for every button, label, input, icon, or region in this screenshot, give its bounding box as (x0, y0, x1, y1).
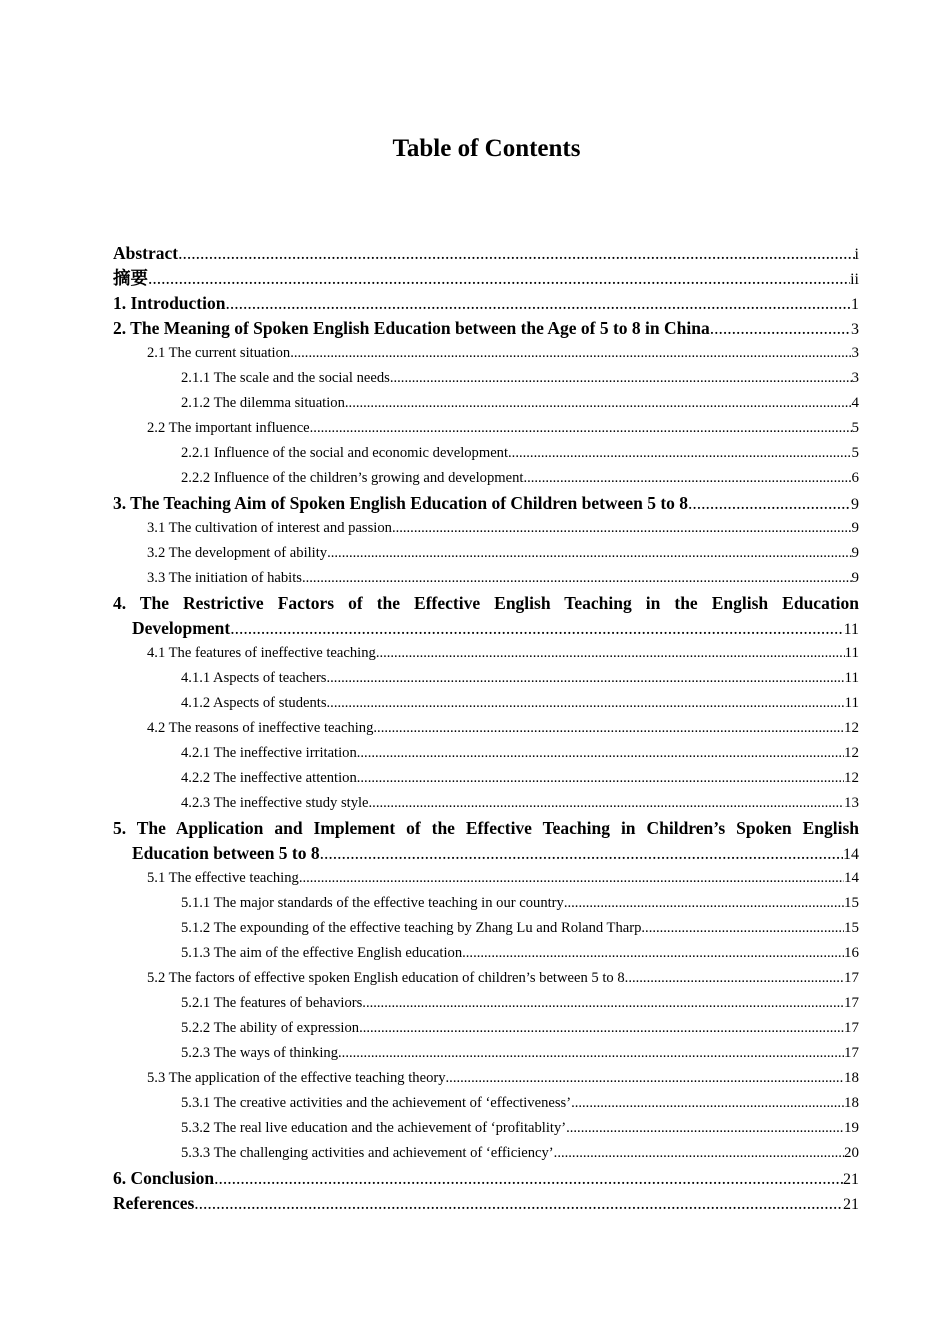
toc-page-number: 18 (844, 1095, 859, 1111)
dot-leader (345, 391, 852, 416)
toc-entry-5-3[interactable] (113, 1066, 859, 1091)
toc-entry-5-3-3[interactable] (113, 1141, 859, 1166)
toc-page-number: 6 (851, 470, 859, 486)
table-of-contents (113, 241, 859, 1216)
toc-entry-label: 4.1.1 Aspects of teachers (181, 670, 327, 686)
toc-entry-5-3-1[interactable] (113, 1091, 859, 1116)
dot-leader (554, 1141, 844, 1166)
toc-entry-label: 2.2.1 Influence of the social and economic development (181, 445, 509, 461)
dot-leader (571, 1091, 844, 1116)
toc-entry-chapter-4-line2[interactable] (113, 616, 859, 641)
dot-leader (446, 1066, 844, 1091)
toc-entry-label: 5.1.1 The major standards of the effective teaching in our country (181, 895, 564, 911)
toc-entry-2-2[interactable] (113, 416, 859, 441)
dot-leader (390, 366, 852, 391)
toc-entry-5-2[interactable] (113, 966, 859, 991)
toc-page-number: 21 (843, 1196, 859, 1213)
dot-leader (302, 566, 852, 591)
dot-leader (310, 416, 852, 441)
toc-entry-label: 3.1 The cultivation of interest and passion (147, 520, 392, 536)
toc-page-number: 3 (851, 321, 859, 338)
toc-page-number: 11 (844, 670, 859, 686)
toc-entry-label: 1. Introduction (113, 293, 226, 313)
toc-page-number: 1 (851, 296, 859, 313)
toc-entry-label: Abstract (113, 243, 179, 263)
toc-entry-label: 4.1.2 Aspects of students (181, 695, 327, 711)
toc-entry-references[interactable] (113, 1191, 859, 1216)
toc-page-number: 13 (844, 795, 859, 811)
toc-page-number: i (854, 246, 859, 263)
toc-page-number: 20 (844, 1145, 859, 1161)
toc-page-number: 3 (851, 345, 859, 361)
toc-entry-label: 5.2 The factors of effective spoken English education of children’s between 5 to 8. (147, 970, 629, 986)
toc-entry-label: References (113, 1193, 195, 1213)
toc-page-number: 9 (851, 520, 859, 536)
toc-entry-chapter-4-line1[interactable]: 4. The Restrictive Factors of the Effective English Teaching in the English Education (113, 593, 859, 613)
toc-entry-label: 5.3 The application of the effective teaching theory (147, 1070, 446, 1086)
toc-entry-label: 2.1 The current situation (147, 345, 291, 361)
toc-entry-5-2-2[interactable] (113, 1016, 859, 1041)
dot-leader (194, 1191, 843, 1216)
toc-entry-label: Education between 5 to 8 (132, 843, 320, 863)
toc-page-number: 17 (844, 995, 859, 1011)
toc-page-number: 12 (844, 720, 859, 736)
toc-page-number: 21 (843, 1171, 859, 1188)
dot-leader (710, 316, 851, 341)
dot-leader (376, 641, 845, 666)
toc-page-number: 9 (851, 570, 859, 586)
toc-entry-label: 5.2.2 The ability of expression (181, 1020, 360, 1036)
dot-leader (320, 841, 843, 866)
toc-entry-4-2-3[interactable] (113, 791, 859, 816)
toc-entry-label: 5.2.3 The ways of thinking (181, 1045, 339, 1061)
toc-page-number: 15 (844, 920, 859, 936)
toc-entry-label: 3. The Teaching Aim of Spoken English Education of Children between 5 to 8 (113, 493, 689, 513)
dot-leader (148, 266, 850, 291)
toc-entry-label: 5.3.1 The creative activities and the achievement of ‘effectiveness’ (181, 1095, 572, 1111)
toc-entry-label: 2.2.2 Influence of the children’s growing and development (181, 470, 524, 486)
toc-page-number: 17 (844, 1045, 859, 1061)
toc-entry-4-1-2[interactable] (113, 691, 859, 716)
page-title: Table of Contents (392, 135, 581, 162)
toc-entry-label: Development (132, 618, 231, 638)
toc-page-number: 12 (844, 770, 859, 786)
toc-entry-label: 4.2 The reasons of ineffective teaching (147, 720, 374, 736)
toc-entry-label: 5.2.1 The features of behaviors (181, 995, 363, 1011)
toc-page-number: 11 (844, 695, 859, 711)
toc-entry-label: 5.1.3 The aim of the effective English education (181, 945, 463, 961)
dot-leader (290, 341, 851, 366)
toc-entry-label: 5.1.2 The expounding of the effective teaching by Zhang Lu and Roland Tharp (181, 920, 642, 936)
dot-leader (327, 666, 845, 691)
dot-leader (641, 916, 844, 941)
dot-leader (359, 1016, 844, 1041)
toc-page-number: 11 (843, 621, 859, 638)
dot-leader (178, 241, 854, 266)
toc-page-number: 16 (844, 945, 859, 961)
dot-leader (566, 1116, 844, 1141)
dot-leader (362, 991, 844, 1016)
dot-leader (357, 766, 844, 791)
toc-page-number: 5 (851, 445, 859, 461)
toc-entry-label: 3.2 The development of ability (147, 545, 328, 561)
toc-entry-chinese-abstract[interactable] (113, 266, 859, 291)
toc-entry-5-1[interactable] (113, 866, 859, 891)
dot-leader (338, 1041, 844, 1066)
toc-entry-4-1[interactable] (113, 641, 859, 666)
toc-entry-2-1-1[interactable] (113, 366, 859, 391)
toc-entry-2-2-2[interactable] (113, 466, 859, 491)
toc-entry-label: 4.2.2 The ineffective attention (181, 770, 357, 786)
toc-entry-label: 2. The Meaning of Spoken English Education between the Age of 5 to 8 in China (113, 318, 710, 338)
toc-page-number: 19 (844, 1120, 859, 1136)
dot-leader (523, 466, 851, 491)
toc-entry-label: 摘要 (113, 268, 148, 288)
dot-leader (357, 741, 844, 766)
toc-entry-chapter-1[interactable] (113, 291, 859, 316)
toc-entry-chapter-5-line1[interactable]: 5. The Application and Implement of the Effective Teaching in Children’s Spoken English (113, 818, 859, 838)
dot-leader (564, 891, 844, 916)
toc-entry-chapter-5-line2[interactable] (113, 841, 859, 866)
toc-entry-4-1-1[interactable] (113, 666, 859, 691)
dot-leader (225, 291, 851, 316)
toc-entry-3-3[interactable] (113, 566, 859, 591)
toc-entry-label: 5.3.3 The challenging activities and achievement of ‘efficiency’ (181, 1145, 554, 1161)
toc-entry-label: 2.1.2 The dilemma situation (181, 395, 345, 411)
toc-page-number: 11 (844, 645, 859, 661)
toc-entry-5-2-3[interactable] (113, 1041, 859, 1066)
toc-page-number: 3 (851, 370, 859, 386)
toc-entry-5-1-3[interactable] (113, 941, 859, 966)
toc-page-number: 4 (851, 395, 859, 411)
toc-entry-label: 2.2 The important influence (147, 420, 310, 436)
toc-entry-3-2[interactable] (113, 541, 859, 566)
toc-entry-chapter-6[interactable] (113, 1166, 859, 1191)
toc-entry-label: 2.1.1 The scale and the social needs (181, 370, 390, 386)
dot-leader (628, 966, 844, 991)
dot-leader (214, 1166, 843, 1191)
toc-entry-5-2-1[interactable] (113, 991, 859, 1016)
toc-entry-4-2[interactable] (113, 716, 859, 741)
toc-entry-label: 4.2.3 The ineffective study style (181, 795, 369, 811)
toc-entry-3-1[interactable] (113, 516, 859, 541)
toc-page-number: 9 (851, 496, 859, 513)
toc-entry-label: 5.1 The effective teaching (147, 870, 299, 886)
dot-leader (688, 491, 851, 516)
toc-entry-2-1-2[interactable] (113, 391, 859, 416)
toc-page-number: 9 (851, 545, 859, 561)
toc-entry-5-1-1[interactable] (113, 891, 859, 916)
dot-leader (508, 441, 851, 466)
toc-page-number: 17 (844, 1020, 859, 1036)
toc-entry-5-3-2[interactable] (113, 1116, 859, 1141)
dot-leader (327, 691, 845, 716)
dot-leader (373, 716, 844, 741)
toc-page-number: ii (850, 271, 859, 288)
toc-page-number: 14 (844, 870, 859, 886)
toc-page-number: 14 (843, 846, 859, 863)
toc-entry-label: 5.3.2 The real live education and the achievement of ‘profitablity’ (181, 1120, 567, 1136)
toc-entry-chapter-3[interactable] (113, 491, 859, 516)
toc-page-number: 15 (844, 895, 859, 911)
toc-page-number: 17 (844, 970, 859, 986)
toc-page-number: 5 (851, 420, 859, 436)
toc-entry-label: 6. Conclusion (113, 1168, 215, 1188)
dot-leader (392, 516, 852, 541)
toc-entry-2-1[interactable] (113, 341, 859, 366)
dot-leader (327, 541, 851, 566)
dot-leader (299, 866, 844, 891)
toc-entry-label: 4.2.1 The ineffective irritation (181, 745, 357, 761)
toc-page-number: 12 (844, 745, 859, 761)
toc-entry-4-2-2[interactable] (113, 766, 859, 791)
dot-leader (369, 791, 844, 816)
toc-page-number: 18 (844, 1070, 859, 1086)
toc-entry-4-2-1[interactable] (113, 741, 859, 766)
toc-entry-2-2-1[interactable] (113, 441, 859, 466)
toc-entry-label: 4.1 The features of ineffective teaching (147, 645, 376, 661)
dot-leader (462, 941, 844, 966)
toc-entry-label: 3.3 The initiation of habits (147, 570, 302, 586)
dot-leader (230, 616, 843, 641)
toc-entry-chapter-2[interactable] (113, 316, 859, 341)
toc-entry-5-1-2[interactable] (113, 916, 859, 941)
toc-entry-abstract[interactable] (113, 241, 859, 266)
